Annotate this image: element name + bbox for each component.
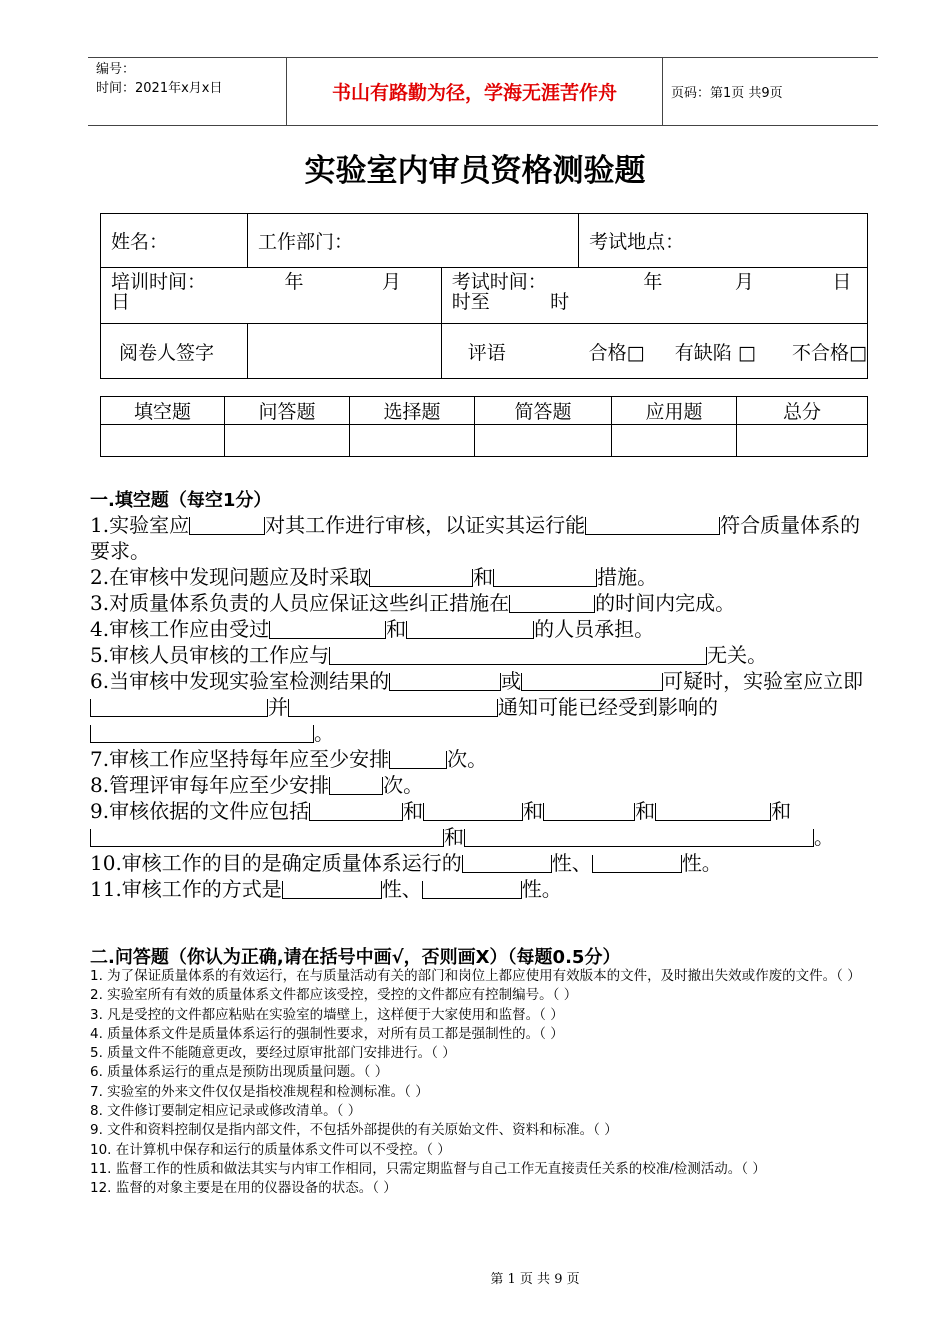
blank[interactable] bbox=[509, 595, 595, 613]
blank[interactable] bbox=[282, 881, 382, 899]
reviewer-label: 阅卷人签字 bbox=[101, 324, 248, 379]
score-cell[interactable] bbox=[737, 425, 868, 457]
question-6: 6.当审核中发现实验室检测结果的 或 可疑时，实验室应立即并 通知可能已经受到影响的。 bbox=[90, 669, 864, 745]
blank[interactable] bbox=[464, 829, 814, 847]
blank[interactable] bbox=[369, 569, 473, 587]
blank[interactable] bbox=[406, 621, 534, 639]
blank[interactable] bbox=[389, 673, 501, 691]
location-field[interactable]: 考试地点： bbox=[579, 214, 868, 268]
header-page: 页码：第1页 共9页 bbox=[671, 86, 783, 101]
question-7: 7.审核工作应坚持每年应至少安排 次。 bbox=[90, 747, 488, 771]
exam-time-field[interactable]: 考试时间： 年 月 日时至 时 bbox=[441, 268, 867, 324]
blank[interactable] bbox=[90, 829, 444, 847]
page-title: 实验室内审员资格测验题 bbox=[304, 153, 646, 189]
question-2: 2.在审核中发现问题应及时采取 和 措施。 bbox=[90, 565, 658, 589]
info-table bbox=[100, 213, 868, 379]
question-9: 9.审核依据的文件应包括 和 和 和 和和 。 bbox=[90, 799, 834, 849]
blank[interactable] bbox=[585, 517, 720, 535]
blank[interactable] bbox=[423, 803, 523, 821]
question-4: 4.审核工作应由受过 和 的人员承担。 bbox=[90, 617, 655, 641]
judge-item[interactable]: 9. 文件和资料控制仅是指内部文件，不包括外部提供的有关原始文件、资料和标准。（ ） bbox=[90, 1122, 618, 1139]
question-5: 5.审核人员审核的工作应与 无关。 bbox=[90, 643, 768, 667]
question-8: 8.管理评审每年应至少安排 次。 bbox=[90, 773, 424, 797]
judge-item[interactable]: 2. 实验室所有有效的质量体系文件都应该受控，受控的文件都应有控制编号。（ ） bbox=[90, 987, 578, 1004]
score-cell[interactable] bbox=[475, 425, 612, 457]
judge-item[interactable]: 7. 实验室的外来文件仅仅是指校准规程和检测标准。（ ） bbox=[90, 1083, 429, 1100]
score-header: 问答题 bbox=[225, 397, 350, 425]
result-options[interactable]: 合格□ 有缺陷 □ 不合格□ bbox=[579, 324, 868, 379]
judge-questions bbox=[90, 967, 885, 1199]
question-3: 3.对质量体系负责的人员应保证这些纠正措施在 的时间内完成。 bbox=[90, 591, 736, 615]
judge-item[interactable]: 12. 监督的对象主要是在用的仪器设备的状态。（ ） bbox=[90, 1180, 397, 1197]
page-header bbox=[88, 57, 878, 126]
blank[interactable] bbox=[269, 621, 386, 639]
page-footer: 第 1 页 共 9 页 bbox=[490, 1272, 580, 1287]
judge-item[interactable]: 3. 凡是受控的文件都应粘贴在实验室的墙壁上，这样便于大家使用和监督。（ ） bbox=[90, 1006, 564, 1023]
question-10: 10.审核工作的目的是确定质量体系运行的 性、 性。 bbox=[90, 851, 722, 875]
blank[interactable] bbox=[329, 777, 383, 795]
score-cell[interactable] bbox=[225, 425, 350, 457]
code-label: 编号： bbox=[96, 62, 136, 77]
blank[interactable] bbox=[592, 855, 682, 873]
blank[interactable] bbox=[329, 647, 707, 665]
header-meta bbox=[88, 58, 287, 125]
judge-item[interactable]: 4. 质量体系文件是质量体系运行的强制性要求，对所有员工都是强制性的。（ ） bbox=[90, 1025, 564, 1042]
blank[interactable] bbox=[309, 803, 403, 821]
score-header: 简答题 bbox=[475, 397, 612, 425]
blank[interactable] bbox=[90, 725, 314, 743]
judge-item[interactable]: 1. 为了保证质量体系的有效运行，在与质量活动有关的部门和岗位上都应使用有效版本的文件，及时撤出失效或作废的文件。（ ） bbox=[90, 968, 861, 984]
judge-item[interactable]: 5. 质量文件不能随意更改，要经过原审批部门安排进行。（ ） bbox=[90, 1045, 456, 1062]
score-header: 应用题 bbox=[612, 397, 737, 425]
blank[interactable] bbox=[543, 803, 635, 821]
blank[interactable] bbox=[462, 855, 552, 873]
judge-item[interactable]: 10. 在计算机中保存和运行的质量体系文件可以不受控。（ ） bbox=[90, 1141, 451, 1158]
comment-label: 评语 bbox=[441, 324, 578, 379]
dept-field[interactable]: 工作部门： bbox=[247, 214, 578, 268]
name-field[interactable]: 姓名： bbox=[101, 214, 248, 268]
blank[interactable] bbox=[655, 803, 771, 821]
blank[interactable] bbox=[422, 881, 522, 899]
judge-item[interactable]: 8. 文件修订要制定相应记录或修改清单。（ ） bbox=[90, 1103, 362, 1120]
blank[interactable] bbox=[493, 569, 597, 587]
blank[interactable] bbox=[288, 699, 498, 717]
question-1: 1.实验室应 对其工作进行审核，以证实其运行能 符合质量体系的要求。 bbox=[90, 513, 861, 563]
section1-title: 一.填空题（每空1分） bbox=[90, 490, 272, 511]
score-table bbox=[100, 396, 868, 457]
blank[interactable] bbox=[389, 751, 447, 769]
question-11: 11.审核工作的方式是 性、 性。 bbox=[90, 877, 562, 901]
header-motto: 书山有路勤为径，学海无涯苦作舟 bbox=[287, 58, 663, 125]
score-cell[interactable] bbox=[101, 425, 225, 457]
score-header: 选择题 bbox=[350, 397, 475, 425]
train-time-field[interactable]: 培训时间： 年 月 日 bbox=[101, 268, 442, 324]
score-header: 总分 bbox=[737, 397, 868, 425]
time-label: 时间：2021年x月x日 bbox=[96, 81, 223, 96]
section2-title: 二.问答题（你认为正确,请在括号中画√，否则画X）（每题0.5分） bbox=[90, 947, 621, 968]
judge-item[interactable]: 6. 质量体系运行的重点是预防出现质量问题。（ ） bbox=[90, 1064, 389, 1081]
score-cell[interactable] bbox=[350, 425, 475, 457]
judge-item[interactable]: 11. 监督工作的性质和做法其实与内审工作相同，只需定期监督与自己工作无直接责任关系的校准/检测活动。（ ） bbox=[90, 1160, 766, 1177]
reviewer-signature[interactable] bbox=[247, 324, 441, 379]
score-header: 填空题 bbox=[101, 397, 225, 425]
score-cell[interactable] bbox=[612, 425, 737, 457]
fill-questions bbox=[90, 512, 880, 902]
blank[interactable] bbox=[90, 699, 268, 717]
blank[interactable] bbox=[521, 673, 663, 691]
blank[interactable] bbox=[189, 517, 265, 535]
